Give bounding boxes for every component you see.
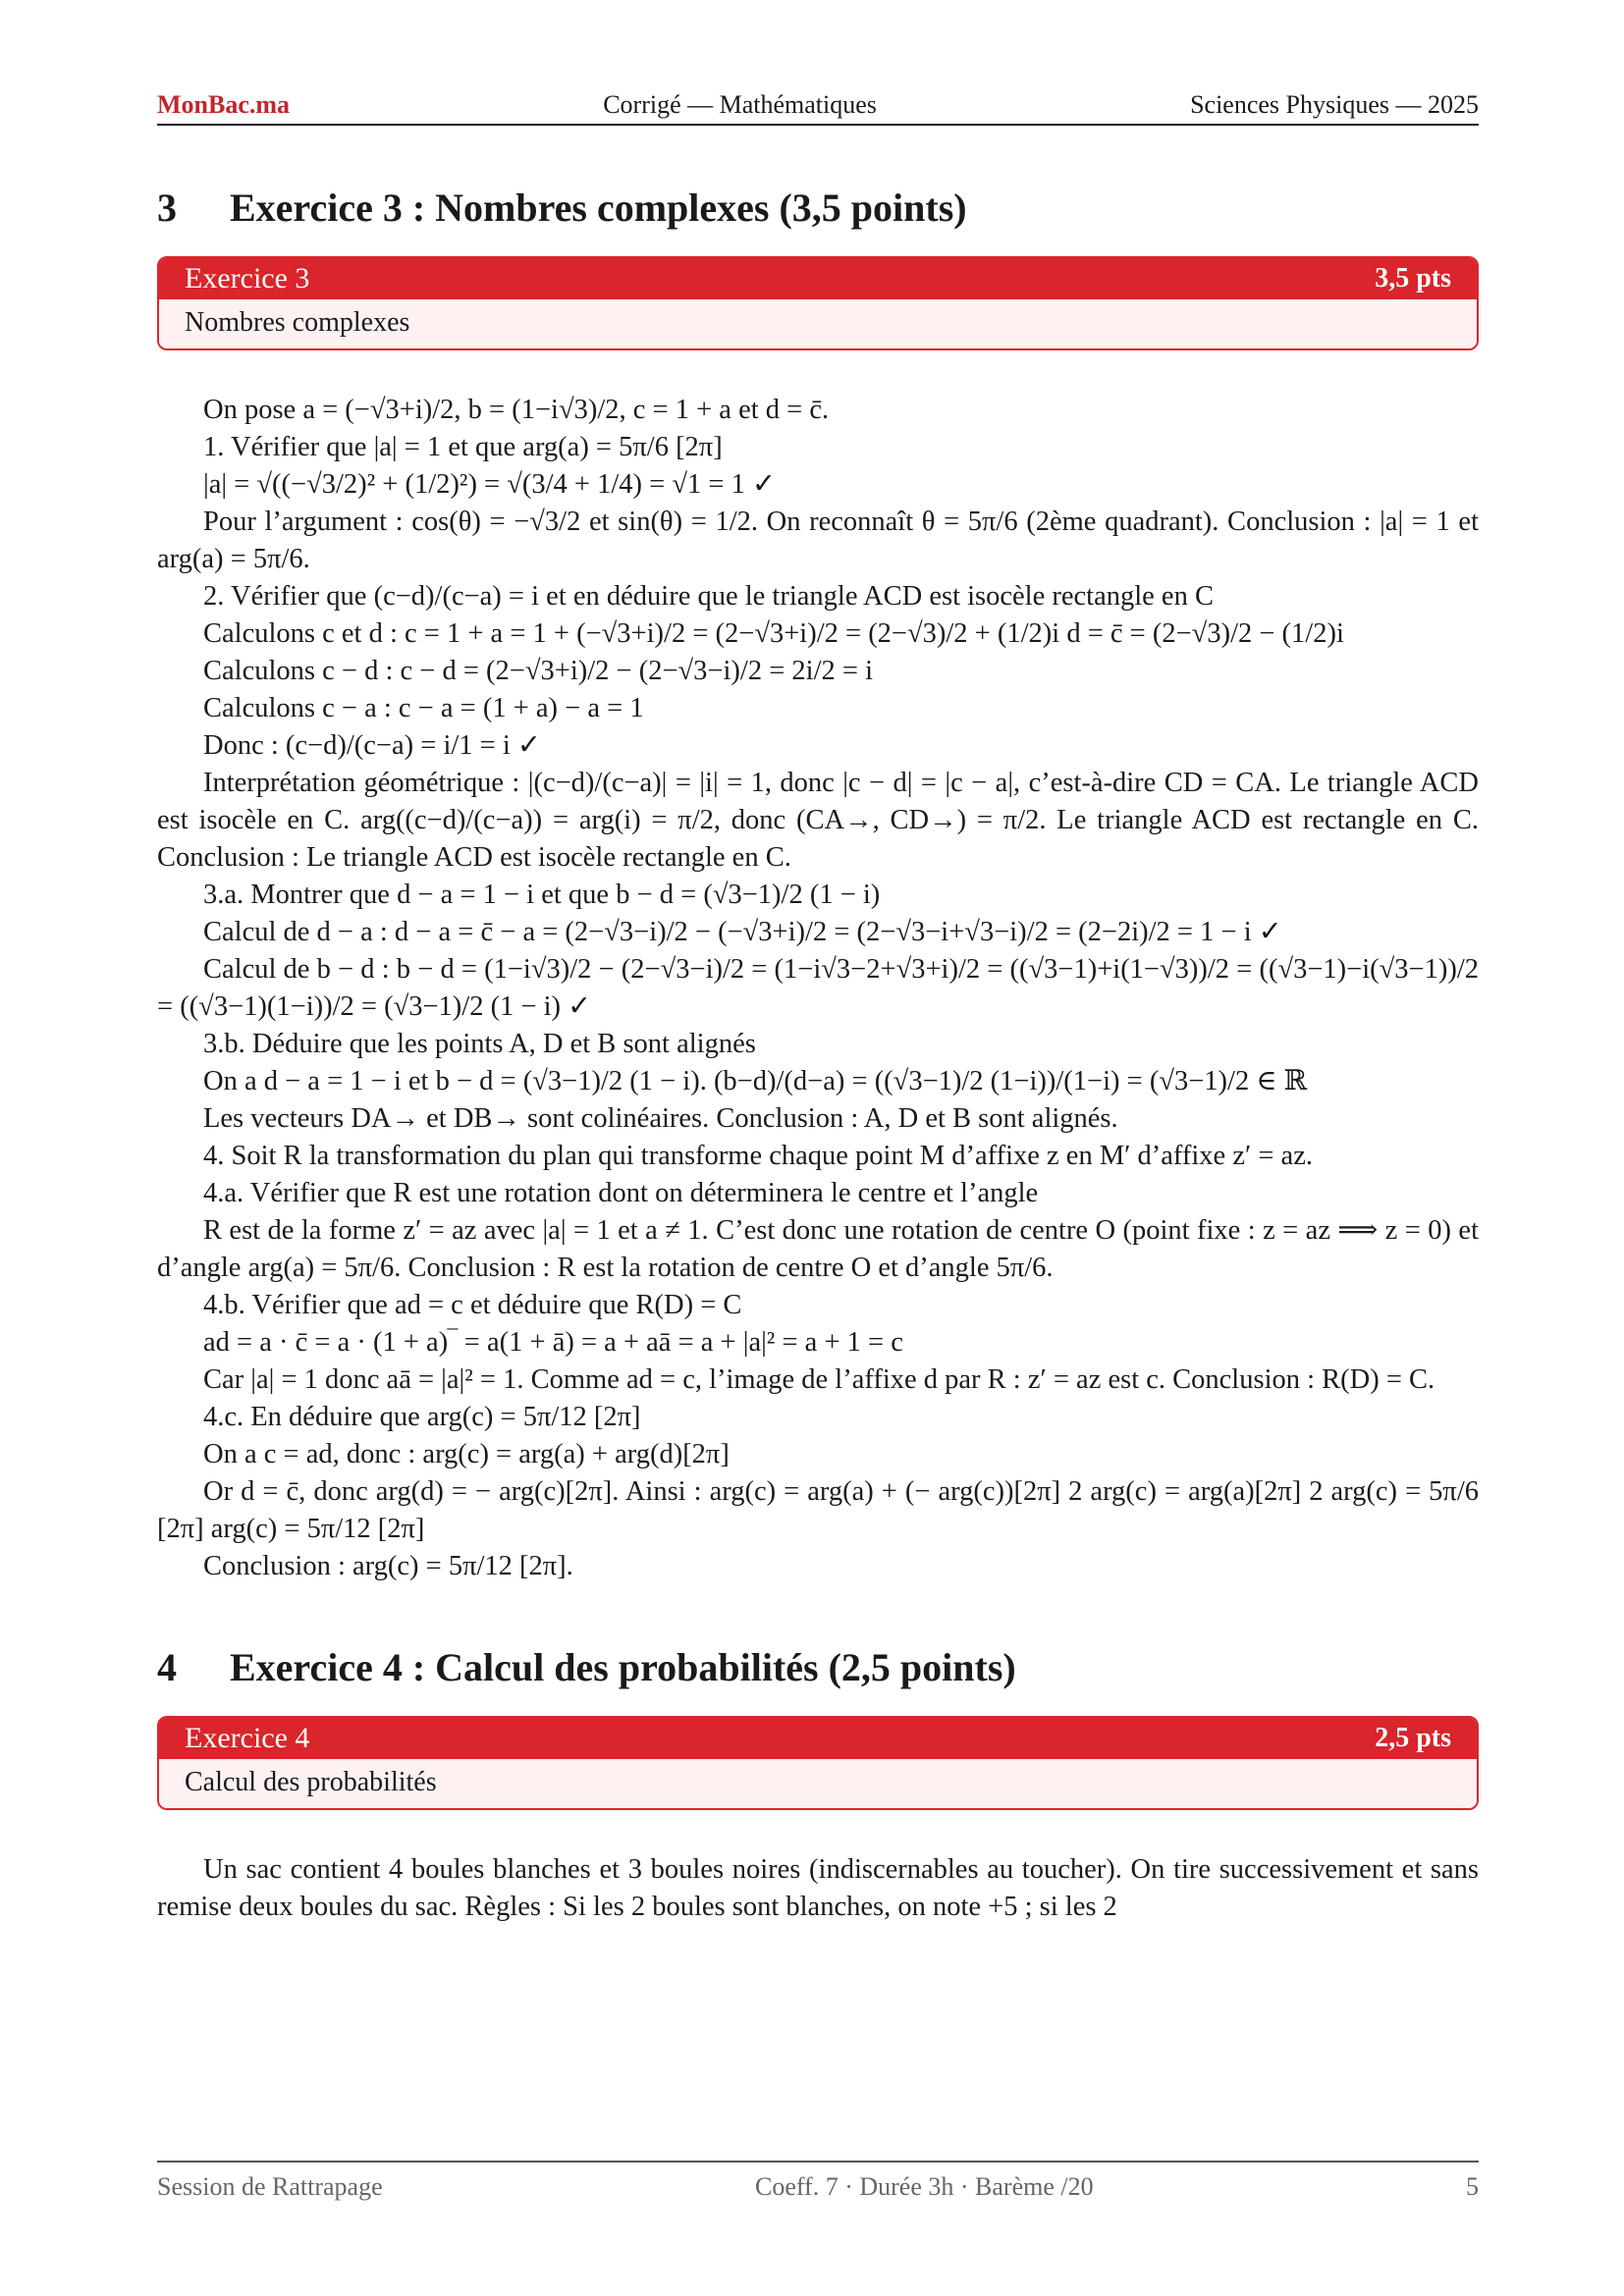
question-line: 2. Vérifier que (c−d)/(c−a) = i et en déduire que le triangle ACD est isocèle rectangle en C: [203, 581, 1214, 612]
section-title: Exercice 3 : Nombres complexes (3,5 points): [230, 186, 967, 230]
solution-line: Interprétation géométrique : |(c−d)/(c−a)| = |i| = 1, donc |c − d| = |c − a|, c’est-à-dire CD = CA. Le triangle ACD est isocèle en C. arg((c−d)/(c−a)) = arg(i) = π/2, donc (CA→, CD→) = π/2. Le triangle ACD est rectangle en C. Conclusion : Le triangle ACD est isocèle rectangle en C.: [157, 768, 1479, 873]
footer-left: Session de Rattrapage: [157, 2172, 383, 2201]
exercise-4-statement: Un sac contient 4 boules blanches et 3 boules noires (indiscernables au toucher). On tire successivement et sans remise deux boules du sac. Règles : Si les 2 boules sont blanches, on note +5 ; si les 2: [157, 1854, 1479, 1922]
exercise-box-header: [159, 1718, 1477, 1759]
solution-line: Or d = c̄, donc arg(d) = − arg(c)[2π]. Ainsi : arg(c) = arg(a) + (− arg(c))[2π] 2 arg(c) = arg(a)[2π] 2 arg(c) = 5π/6 [2π] arg(c) = 5π/12 [2π]: [157, 1476, 1479, 1544]
question-line: 4.b. Vérifier que ad = c et déduire que R(D) = C: [203, 1290, 742, 1320]
solution-line: Donc : (c−d)/(c−a) = i/1 = i ✓: [203, 730, 541, 761]
page-number: 5: [1466, 2172, 1479, 2201]
solution-line: Calcul de d − a : d − a = c̄ − a = (2−√3−i)/2 − (−√3+i)/2 = (2−√3−i+√3−i)/2 = (2−2i)/2 = 1 − i ✓: [203, 917, 1282, 947]
section-title: Exercice 4 : Calcul des probabilités (2,5 points): [230, 1645, 1016, 1689]
solution-line: |a| = √((−√3/2)² + (1/2)²) = √(3/4 + 1/4) = √1 = 1 ✓: [203, 469, 776, 500]
exercise-box-subtitle: Calcul des probabilités: [159, 1759, 1477, 1808]
solution-line: Car |a| = 1 donc aā = |a|² = 1. Comme ad = c, l’image de l’affixe d par R : z′ = az est c. Conclusion : R(D) = C.: [203, 1364, 1435, 1395]
solution-line: Calculons c et d : c = 1 + a = 1 + (−√3+i)/2 = (2−√3+i)/2 = (2−√3)/2 + (1/2)i d = c̄ = (2−√3)/2 − (1/2)i: [203, 618, 1344, 649]
solution-line: ad = a · c̄ = a · (1 + a)‾ = a(1 + ā) = a + aā = a + |a|² = a + 1 = c: [203, 1327, 903, 1358]
solution-line: Pour l’argument : cos(θ) = −√3/2 et sin(θ) = 1/2. On reconnaît θ = 5π/6 (2ème quadrant). Conclusion : |a| = 1 et arg(a) = 5π/6.: [157, 507, 1479, 574]
question-line: 4.c. En déduire que arg(c) = 5π/12 [2π]: [203, 1402, 641, 1432]
solution-line: On a d − a = 1 − i et b − d = (√3−1)/2 (1 − i). (b−d)/(d−a) = ((√3−1)/2 (1−i))/(1−i) = (√3−1)/2 ∈ ℝ: [203, 1066, 1308, 1096]
page-footer: [157, 2161, 1479, 2202]
exercise-box-title: Exercice 3: [185, 262, 310, 294]
solution-line: On a c = ad, donc : arg(c) = arg(a) + arg(d)[2π]: [203, 1439, 730, 1469]
solution-line: Les vecteurs DA→ et DB→ sont colinéaires. Conclusion : A, D et B sont alignés.: [203, 1103, 1118, 1134]
solution-line: Calculons c − d : c − d = (2−√3+i)/2 − (2−√3−i)/2 = 2i/2 = i: [203, 656, 873, 686]
section-number: 3: [157, 186, 177, 230]
question-line: 1. Vérifier que |a| = 1 et que arg(a) = 5π/6 [2π]: [203, 432, 723, 462]
question-line: 4. Soit R la transformation du plan qui transforme chaque point M d’affixe z en M′ d’affixe z′ = az.: [203, 1141, 1313, 1171]
exercise-3-solution: [157, 392, 1479, 1585]
section-3-heading: [157, 185, 1479, 231]
question-line: 3.a. Montrer que d − a = 1 − i et que b − d = (√3−1)/2 (1 − i): [203, 880, 881, 910]
section-4-heading: [157, 1644, 1479, 1690]
exercise-box-subtitle: Nombres complexes: [159, 299, 1477, 348]
question-line: 4.a. Vérifier que R est une rotation dont on déterminera le centre et l’angle: [203, 1178, 1039, 1208]
page-header: [157, 90, 1479, 126]
exercise-3-box: [157, 256, 1479, 350]
section-number: 4: [157, 1645, 177, 1689]
brand-link[interactable]: MonBac.ma: [157, 90, 291, 119]
solution-line: Calculons c − a : c − a = (1 + a) − a = 1: [203, 693, 644, 723]
exercise-box-points: 3,5 pts: [1375, 263, 1451, 294]
header-right: Sciences Physiques — 2025: [1190, 90, 1479, 119]
page: [157, 90, 1479, 1926]
solution-line: Conclusion : arg(c) = 5π/12 [2π].: [203, 1551, 573, 1581]
question-line: 3.b. Déduire que les points A, D et B sont alignés: [203, 1029, 756, 1059]
exercise-4-box: [157, 1716, 1479, 1810]
header-center: Corrigé — Mathématiques: [603, 90, 877, 119]
solution-line: R est de la forme z′ = az avec |a| = 1 et a ≠ 1. C’est donc une rotation de centre O (point fixe : z = az ⟹ z = 0) et d’angle arg(a) = 5π/6. Conclusion : R est la rotation de centre O et d’angle 5π/6.: [157, 1215, 1479, 1283]
exercise-box-points: 2,5 pts: [1375, 1723, 1451, 1753]
solution-line: Calcul de b − d : b − d = (1−i√3)/2 − (2−√3−i)/2 = (1−i√3−2+√3+i)/2 = ((√3−1)+i(1−√3))/2 = ((√3−1)−i(√3−1))/2 = ((√3−1)(1−i))/2 = (√3−1)/2 (1 − i) ✓: [157, 954, 1479, 1022]
solution-line: On pose a = (−√3+i)/2, b = (1−i√3)/2, c = 1 + a et d = c̄.: [203, 395, 830, 425]
exercise-box-header: [159, 258, 1477, 299]
footer-center: Coeff. 7 · Durée 3h · Barème /20: [754, 2172, 1094, 2201]
exercise-box-title: Exercice 4: [185, 1722, 310, 1754]
